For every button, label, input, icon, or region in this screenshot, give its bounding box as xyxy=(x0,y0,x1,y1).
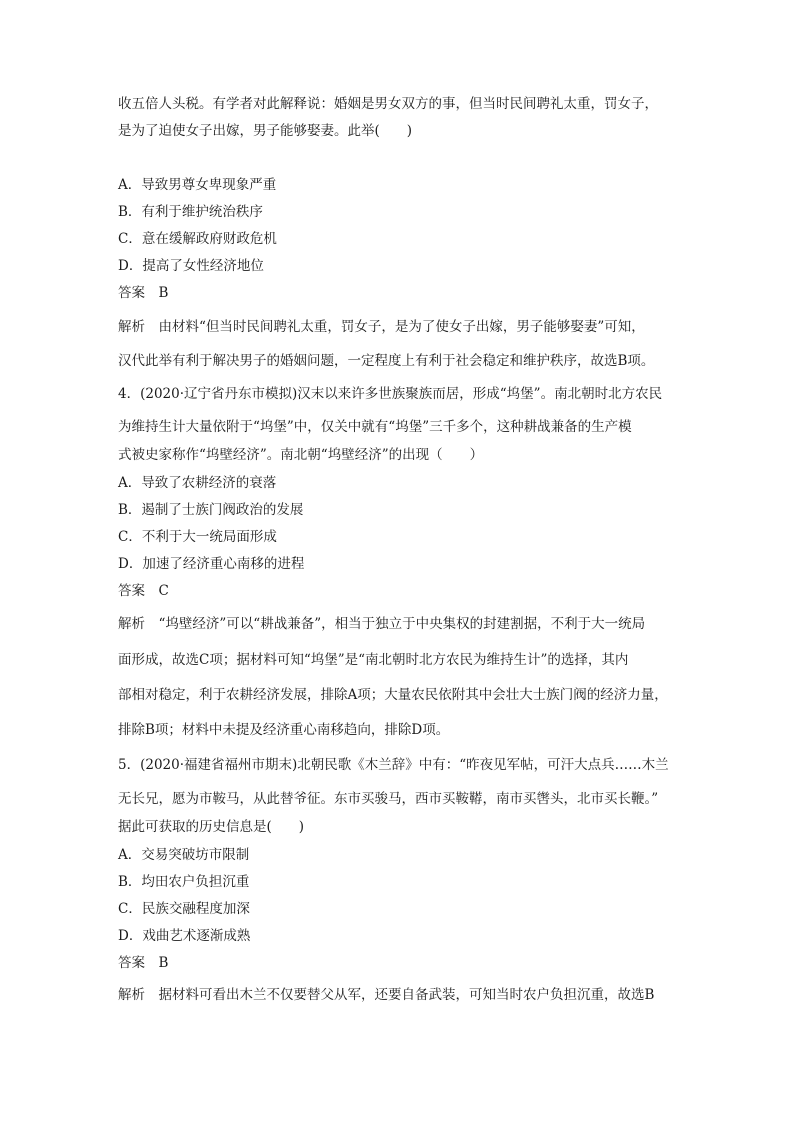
q3-option-a: A．导致男尊女卑现象严重 xyxy=(118,177,277,193)
q4-option-c: C．不利于大一统局面形成 xyxy=(118,529,277,545)
q4-option-d: D．加速了经济重心南移的进程 xyxy=(118,556,305,572)
q4-option-a: A．导致了农耕经济的衰落 xyxy=(118,475,277,491)
q5-option-d: D．戏曲艺术逐渐成熟 xyxy=(118,928,251,944)
q5-stem-line-1: 5．(2020·福建省福州市期末)北朝民歌《木兰辞》中有：“昨夜见军帖，可汗大点兵……木兰 xyxy=(118,757,669,773)
q3-analysis-line-2: 汉代此举有利于解决男子的婚姻问题，一定程度上有利于社会稳定和维护秩序，故选B项。 xyxy=(118,353,655,369)
q4-option-b: B．遏制了士族门阀政治的发展 xyxy=(118,502,304,518)
q4-analysis-line-3: 部相对稳定，利于农耕经济发展，排除A项；大量农民依附其中会壮大士族门阀的经济力量， xyxy=(118,687,668,703)
q4-stem-line-1: 4．(2020·辽宁省丹东市模拟)汉末以来许多世族聚族而居，形成“坞堡”。南北朝时北方农民 xyxy=(118,386,663,402)
q3-option-b: B．有利于维护统治秩序 xyxy=(118,204,263,220)
q4-answer: 答案 C xyxy=(118,583,169,599)
q3-answer: 答案 B xyxy=(118,285,169,301)
q5-stem-line-2: 无长兄，愿为市鞍马，从此替爷征。东市买骏马，西市买鞍鞯，南市买辔头，北市买长鞭。” xyxy=(118,791,659,807)
q5-stem-line-3: 据此可获取的历史信息是( ) xyxy=(118,819,305,835)
q5-option-a: A．交易突破坊市限制 xyxy=(118,847,250,863)
q3-analysis-line-1: 解析 由材料“但当时民间聘礼太重，罚女子，是为了使女子出嫁，男子能够娶妻”可知， xyxy=(118,319,645,335)
q4-analysis-line-2: 面形成，故选C项；据材料可知“坞堡”是“南北朝时北方农民为维持生计”的选择，其内 xyxy=(118,652,629,668)
q3-stem-line-1: 收五倍人头税。有学者对此解释说：婚姻是男女双方的事，但当时民间聘礼太重，罚女子， xyxy=(118,96,658,112)
q4-stem-line-3: 式被史家称作“坞壁经济”。南北朝“坞壁经济”的出现（ ） xyxy=(118,447,484,463)
q4-analysis-line-4: 排除B项；材料中未提及经济重心南移趋向，排除D项。 xyxy=(118,722,450,738)
q5-answer: 答案 B xyxy=(118,955,169,971)
q3-stem-line-2: 是为了迫使女子出嫁，男子能够娶妻。此举( ) xyxy=(118,123,413,139)
q4-stem-line-2: 为维持生计大量依附于“坞堡”中，仅关中就有“坞堡”三千多个，这种耕战兼备的生产模 xyxy=(118,419,632,435)
q3-option-d: D．提高了女性经济地位 xyxy=(118,258,264,274)
q5-option-c: C．民族交融程度加深 xyxy=(118,901,250,917)
q3-option-c: C．意在缓解政府财政危机 xyxy=(118,231,277,247)
q4-analysis-line-1: 解析 “坞壁经济”可以“耕战兼备”，相当于独立于中央集权的封建割据，不利于大一统局 xyxy=(118,616,646,632)
q5-option-b: B．均田农户负担沉重 xyxy=(118,874,250,890)
q5-analysis-line-1: 解析 据材料可看出木兰不仅要替父从军，还要自备武装，可知当时农户负担沉重，故选B xyxy=(118,987,655,1003)
